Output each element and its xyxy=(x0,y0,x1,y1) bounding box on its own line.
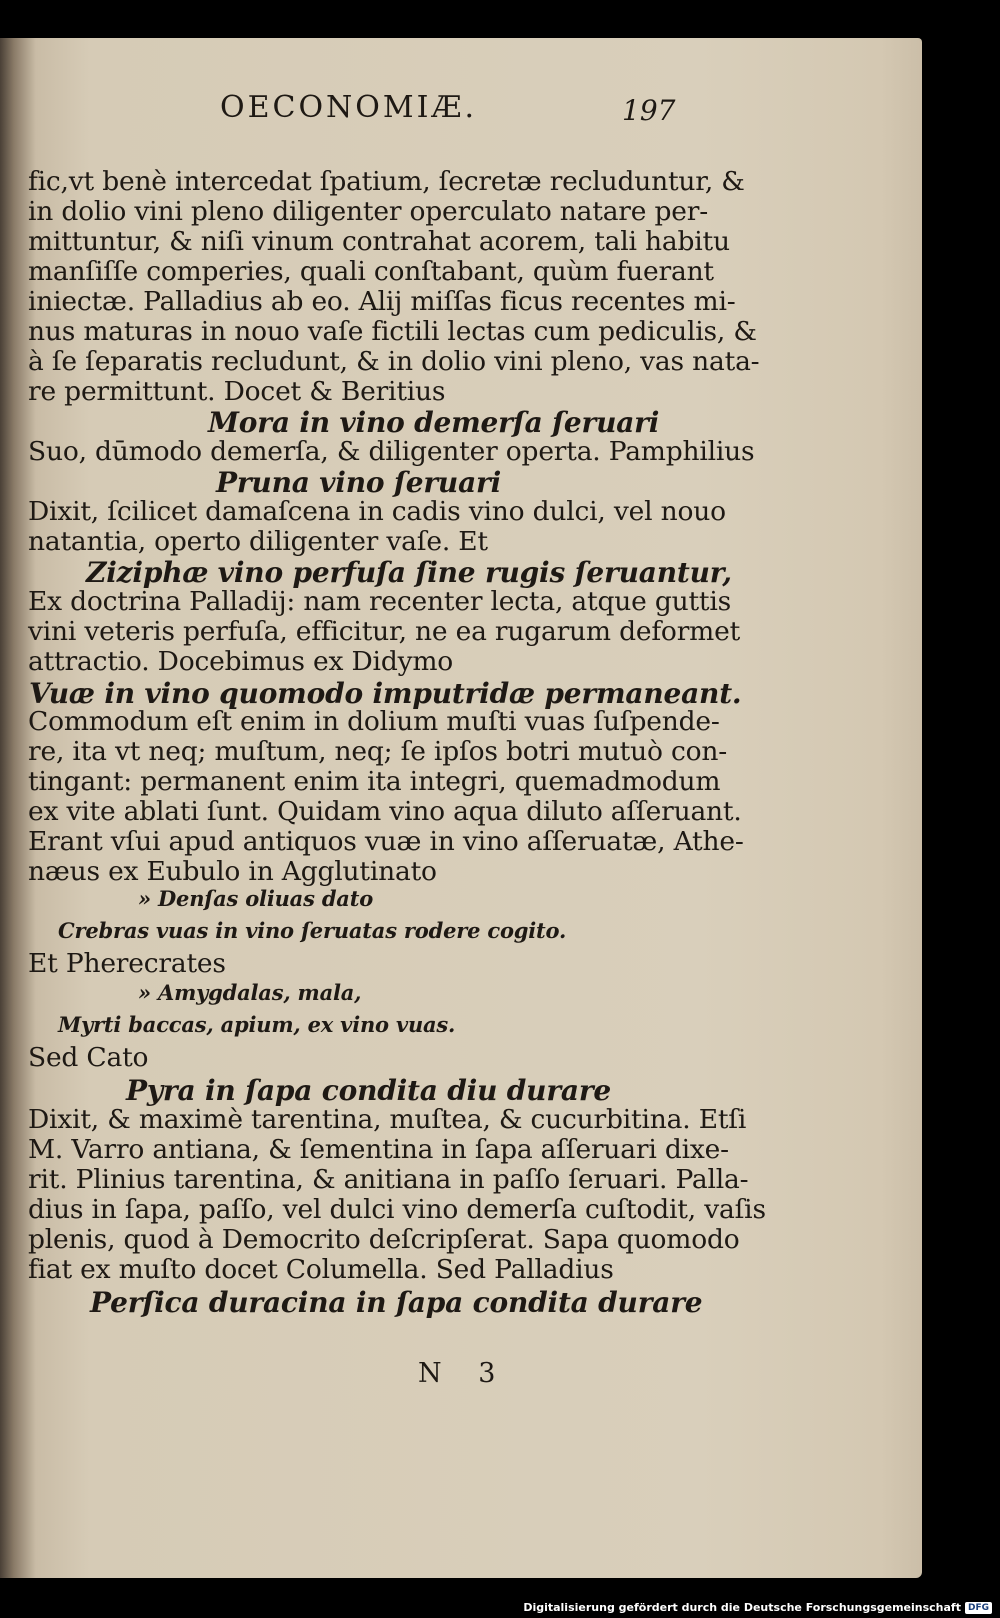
text-line: rit. Plinius tarentina, & anitiana in paſſo ſeruari. Palla- xyxy=(28,1164,749,1195)
text-line: manſiſſe comperies, quali conſtabant, quùm fuerant xyxy=(28,256,714,287)
text-line: fic,vt benè intercedat ſpatium, ſecretæ recluduntur, & xyxy=(28,166,745,197)
text-line: in dolio vini pleno diligenter operculato natare per- xyxy=(28,196,708,227)
text-line: iniectæ. Palladius ab eo. Alij miſſas ficus recentes mi- xyxy=(28,286,736,317)
text-line: natantia, operto diligenter vaſe. Et xyxy=(28,526,488,557)
text-line: Suo, dūmodo demerſa, & diligenter operta. Pamphilius xyxy=(28,436,755,467)
text-line: Mora in vino demerſa ſeruari xyxy=(208,406,660,439)
running-title: OECONOMIÆ. xyxy=(220,90,478,125)
text-line: Commodum eſt enim in dolium muſti vuas ſuſpende- xyxy=(28,706,720,737)
text-line: Perſica duracina in ſapa condita durare xyxy=(90,1286,703,1319)
dfg-logo-icon: DFG xyxy=(965,1602,992,1614)
text-line: Dixit, & maximè tarentina, muſtea, & cucurbitina. Etſi xyxy=(28,1104,747,1135)
text-line: Dixit, ſcilicet damaſcena in cadis vino dulci, vel nouo xyxy=(28,496,726,527)
text-line: re permittunt. Docet & Beritius xyxy=(28,376,446,407)
text-line: Et Pherecrates xyxy=(28,948,226,979)
text-line: re, ita vt neq; muſtum, neq; ſe ipſos botri mutuò con- xyxy=(28,736,727,767)
text-line: mittuntur, & niſi vinum contrahat acorem, tali habitu xyxy=(28,226,730,257)
text-line: M. Varro antiana, & ſementina in ſapa aſſeruari dixe- xyxy=(28,1134,729,1165)
text-line: ex vite ablati ſunt. Quidam vino aqua diluto aſſeruant. xyxy=(28,796,742,827)
page-number: 197 xyxy=(622,94,676,127)
text-line: Vuæ in vino quomodo imputridæ permaneant. xyxy=(29,677,742,710)
text-line: næus ex Eubulo in Agglutinato xyxy=(28,856,437,887)
text-line: tingant: permanent enim ita integri, quemadmodum xyxy=(28,766,721,797)
text-line: vini veteris perfuſa, efficitur, ne ea rugarum deformet xyxy=(28,616,741,647)
text-line: Myrti baccas, apium, ex vino vuas. xyxy=(58,1012,456,1037)
text-line: Erant vſui apud antiquos vuæ in vino aſſeruatæ, Athe- xyxy=(28,826,744,857)
text-line: à ſe ſeparatis recludunt, & in dolio vini pleno, vas nata- xyxy=(28,346,760,377)
text-line: Sed Cato xyxy=(28,1042,149,1073)
text-line: Pruna vino ſeruari xyxy=(216,466,501,499)
text-line: » Amygdalas, mala, xyxy=(138,980,362,1005)
signature-mark: N 3 xyxy=(418,1358,510,1389)
footer-credit: Digitalisierung gefördert durch die Deutsche Forschungsgemeinschaft xyxy=(523,1601,961,1614)
text-line: dius in ſapa, paſſo, vel dulci vino demerſa cuſtodit, vaſis xyxy=(28,1194,766,1225)
text-line: Pyra in ſapa condita diu durare xyxy=(126,1074,612,1107)
text-line: fiat ex muſto docet Columella. Sed Palladius xyxy=(28,1254,614,1285)
digitization-footer xyxy=(523,1601,992,1614)
text-line: Ex doctrina Palladij: nam recenter lecta, atque guttis xyxy=(28,586,732,617)
text-line: plenis, quod à Democrito deſcripſerat. Sapa quomodo xyxy=(28,1224,740,1255)
text-line: » Denſas oliuas dato xyxy=(138,886,374,911)
text-line: Ziziphæ vino perfuſa ſine rugis ſeruantur, xyxy=(86,556,732,589)
text-line: Crebras vuas in vino ſeruatas rodere cogito. xyxy=(58,918,567,943)
text-line: nus maturas in nouo vaſe fictili lectas cum pediculis, & xyxy=(28,316,757,347)
text-line: attractio. Docebimus ex Didymo xyxy=(28,646,454,677)
book-page xyxy=(0,38,922,1578)
